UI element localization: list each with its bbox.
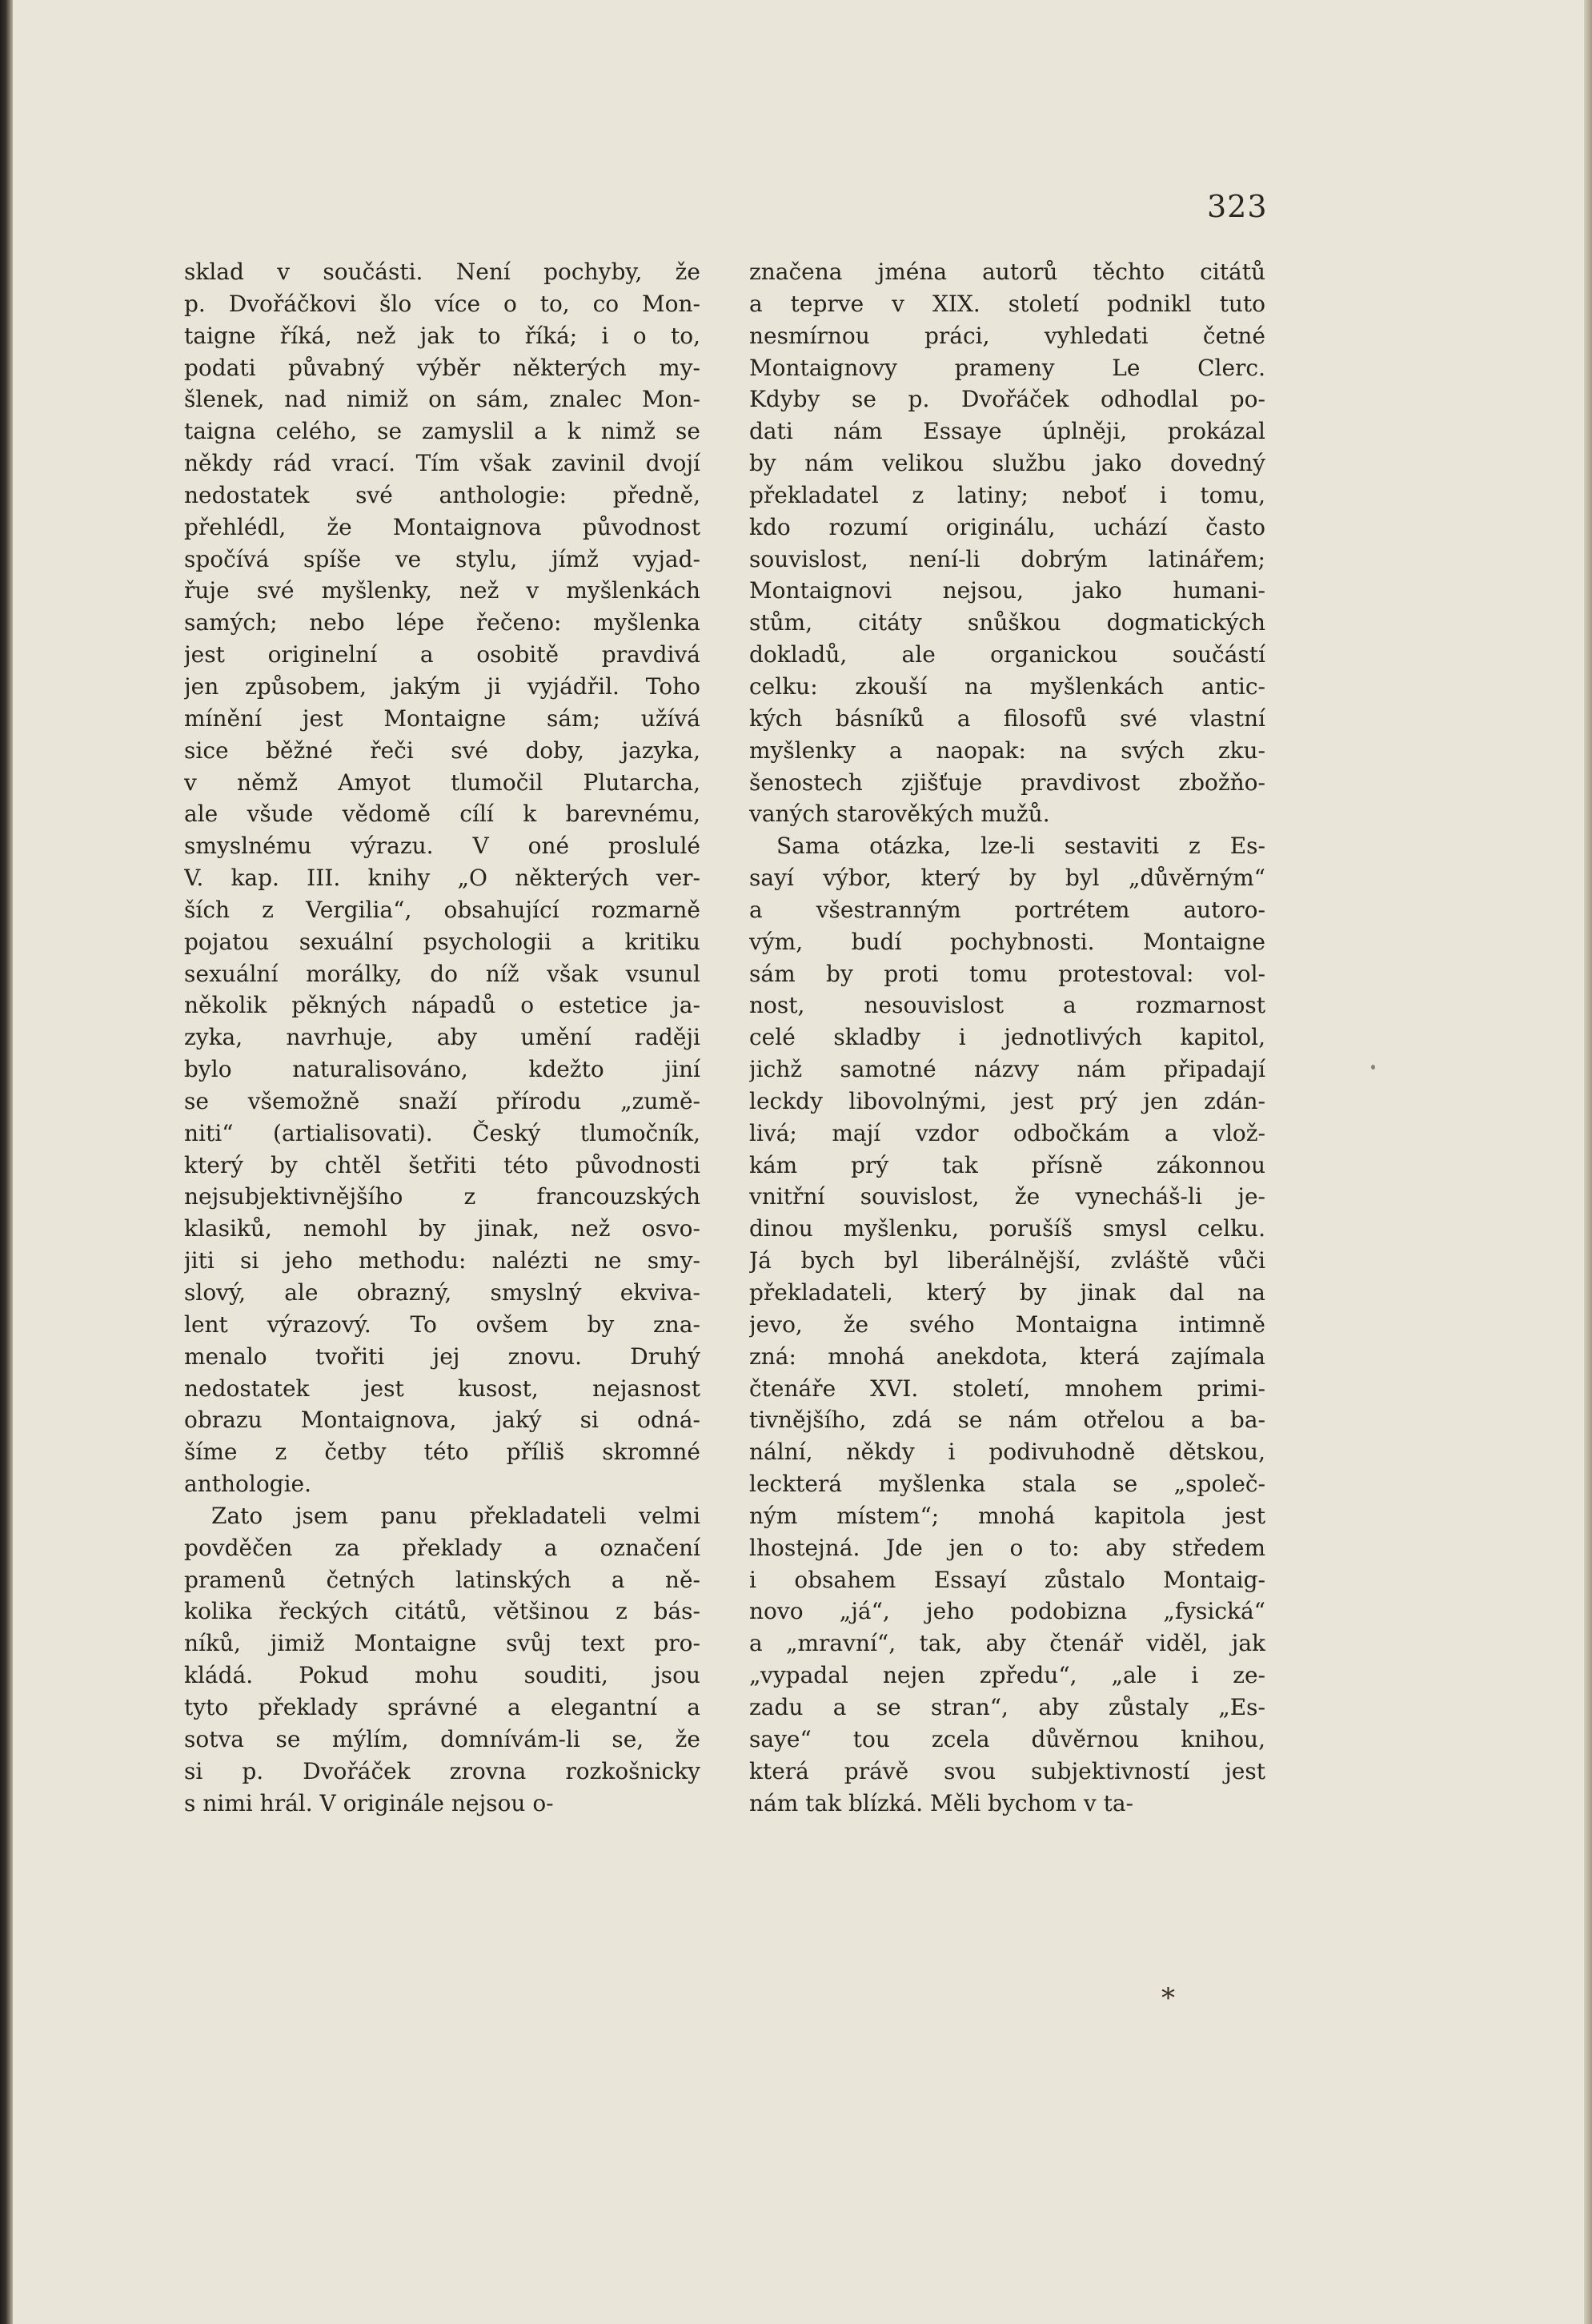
text-line: řuje své myšlenky, než v myšlenkách	[184, 577, 700, 604]
text-line: nejsubjektivnějšího z francouzských	[184, 1183, 700, 1210]
text-line: čtenáře XVI. století, mnohem primi-	[749, 1375, 1265, 1402]
text-line: dati nám Essaye úplněji, prokázal	[749, 418, 1265, 445]
right-column	[749, 256, 1265, 1819]
text-line: slový, ale obrazný, smyslný ekviva-	[184, 1279, 700, 1306]
text-line: Kdyby se p. Dvořáček odhodlal po-	[749, 386, 1265, 413]
text-line: níků, jimiž Montaigne svůj text pro-	[184, 1630, 700, 1657]
text-line: lent výrazový. To ovšem by zna-	[184, 1311, 700, 1338]
text-line: která právě svou subjektivností jest	[749, 1757, 1265, 1784]
text-line: se všemožně snaží přírodu „zumě-	[184, 1087, 700, 1114]
text-line: jen způsobem, jakým ji vyjádřil. Toho	[184, 672, 700, 700]
text-line: ších z Vergilia“, obsahující rozmarně	[184, 896, 700, 923]
text-line: šenostech zjišťuje pravdivost zbožňo-	[749, 769, 1265, 796]
text-line: a všestranným portrétem autoro-	[749, 896, 1265, 923]
text-line: Sama otázka, lze-li sestaviti z Es-	[776, 833, 1265, 860]
text-line: niti“ (artialisovati). Český tlumočník,	[184, 1119, 700, 1146]
text-line: povděčen za překlady a označení	[184, 1534, 700, 1561]
text-line: nedostatek své anthologie: předně,	[184, 481, 700, 508]
text-line: překladatel z latiny; neboť i tomu,	[749, 481, 1265, 508]
paper-speck	[1371, 1065, 1375, 1070]
text-line: kých básníků a filosofů své vlastní	[749, 704, 1265, 732]
page-number: 323	[1207, 189, 1268, 224]
text-line: podati půvabný výběr některých my-	[184, 354, 700, 381]
text-line: leckdy libovolnými, jest prý jen zdán-	[749, 1087, 1265, 1114]
text-line: si p. Dvořáček zrovna rozkošnicky	[184, 1757, 700, 1784]
text-line: nální, někdy i podivuhodně dětskou,	[749, 1439, 1265, 1466]
page-edge	[1584, 0, 1592, 2324]
text-line: kdo rozumí originálu, uchází často	[749, 513, 1265, 540]
text-line: a teprve v XIX. století podnikl tuto	[749, 290, 1265, 317]
text-line: livá; mají vzdor odbočkám a vlož-	[749, 1119, 1265, 1146]
text-line: klasiků, nemohl by jinak, než osvo-	[184, 1215, 700, 1242]
text-line: celé skladby i jednotlivých kapitol,	[749, 1024, 1265, 1051]
binding-edge	[0, 0, 13, 2324]
text-line: lhostejná. Jde jen o to: aby středem	[749, 1534, 1265, 1561]
text-line: novo „já“, jeho podobizna „fysická“	[749, 1598, 1265, 1625]
text-line: sklad v součásti. Není pochyby, že	[184, 259, 700, 285]
text-line: šíme z četby této příliš skromné	[184, 1439, 700, 1466]
text-line: nedostatek jest kusost, nejasnost	[184, 1375, 700, 1402]
text-line: sám by proti tomu protestoval: vol-	[749, 960, 1265, 987]
text-line: menalo tvořiti jej znovu. Druhý	[184, 1343, 700, 1370]
ornament-asterisk: *	[1161, 1982, 1175, 2014]
text-line: saye“ tou zcela důvěrnou knihou,	[749, 1725, 1265, 1752]
text-line: sotva se mýlím, domnívám-li se, že	[184, 1725, 700, 1752]
text-line: pojatou sexuální psychologii a kritiku	[184, 928, 700, 955]
text-line: „vypadal nejen zpředu“, „ale i ze-	[749, 1662, 1265, 1689]
text-line: zná: mnohá anekdota, která zajímala	[749, 1343, 1265, 1370]
text-line: Montaignovi nejsou, jako humani-	[749, 577, 1265, 604]
text-line: přehlédl, že Montaignova původnost	[184, 513, 700, 540]
text-line: by nám velikou službu jako dovedný	[749, 450, 1265, 477]
text-line: dokladů, ale organickou součástí	[749, 641, 1265, 668]
text-line: vnitřní souvislost, že vynecháš-li je-	[749, 1183, 1265, 1210]
text-line: celku: zkouší na myšlenkách antic-	[749, 672, 1265, 700]
text-line: bylo naturalisováno, kdežto jiní	[184, 1056, 700, 1083]
text-line: nost, nesouvislost a rozmarnost	[749, 992, 1265, 1019]
text-line: kládá. Pokud mohu souditi, jsou	[184, 1662, 700, 1689]
text-line: kolika řeckých citátů, většinou z bás-	[184, 1598, 700, 1625]
text-line: šlenek, nad nimiž on sám, znalec Mon-	[184, 386, 700, 413]
text-line: taigne říká, než jak to říká; i o to,	[184, 322, 700, 349]
text-line: zadu a se stran“, aby zůstaly „Es-	[749, 1693, 1265, 1720]
text-line: vaných starověkých mužů.	[749, 801, 1050, 828]
text-line: smyslnému výrazu. V oné proslulé	[184, 833, 700, 860]
text-line: překladateli, který by jinak dal na	[749, 1279, 1265, 1306]
text-line: myšlenky a naopak: na svých zku-	[749, 737, 1265, 764]
text-line: i obsahem Essayí zůstalo Montaig-	[749, 1566, 1265, 1593]
text-line: ným místem“; mnohá kapitola jest	[749, 1502, 1265, 1529]
text-line: pramenů četných latinských a ně-	[184, 1566, 700, 1593]
text-line: dinou myšlenku, porušíš smysl celku.	[749, 1215, 1265, 1242]
text-line: V. kap. III. knihy „O některých ver-	[184, 865, 700, 892]
text-line: taigna celého, se zamyslil a k nimž se	[184, 418, 700, 445]
text-line: nesmírnou práci, vyhledati četné	[749, 322, 1265, 349]
left-column	[184, 256, 700, 1819]
text-line: spočívá spíše ve stylu, jímž vyjad-	[184, 545, 700, 572]
text-line: jevo, že svého Montaigna intimně	[749, 1311, 1265, 1338]
text-line: Montaignovy prameny Le Clerc.	[749, 354, 1265, 381]
text-line: obrazu Montaignova, jaký si odná-	[184, 1407, 700, 1434]
text-line: sice běžné řeči své doby, jazyka,	[184, 737, 700, 764]
text-line: několik pěkných nápadů o estetice ja-	[184, 992, 700, 1019]
text-line: anthologie.	[184, 1471, 312, 1498]
text-line: v němž Amyot tlumočil Plutarcha,	[184, 769, 700, 796]
text-line: jest originelní a osobitě pravdivá	[184, 641, 700, 668]
text-line: mínění jest Montaigne sám; užívá	[184, 704, 700, 732]
text-line: souvislost, není-li dobrým latinářem;	[749, 545, 1265, 572]
text-line: sexuální morálky, do níž však vsunul	[184, 960, 700, 987]
text-line: tivnějšího, zdá se nám otřelou a ba-	[749, 1407, 1265, 1434]
text-line: který by chtěl šetřiti této původnosti	[184, 1151, 700, 1178]
text-line: značena jména autorů těchto citátů	[749, 259, 1265, 285]
text-line: jiti si jeho methodu: nalézti ne smy-	[184, 1247, 700, 1274]
text-line: Zato jsem panu překladateli velmi	[211, 1502, 700, 1529]
text-line: p. Dvořáčkovi šlo více o to, co Mon-	[184, 290, 700, 317]
text-line: kám prý tak přísně zákonnou	[749, 1151, 1265, 1178]
text-line: Já bych byl liberálnější, zvláště vůči	[749, 1247, 1265, 1274]
text-line: samých; nebo lépe řečeno: myšlenka	[184, 609, 700, 636]
text-line: tyto překlady správné a elegantní a	[184, 1693, 700, 1720]
text-line: vým, budí pochybnosti. Montaigne	[749, 928, 1265, 955]
text-line: zyka, navrhuje, aby umění raději	[184, 1024, 700, 1051]
text-line: někdy rád vrací. Tím však zavinil dvojí	[184, 450, 700, 477]
text-line: ale všude vědomě cílí k barevnému,	[184, 801, 700, 828]
text-line: stům, citáty snůškou dogmatických	[749, 609, 1265, 636]
text-line: s nimi hrál. V originále nejsou o-	[184, 1789, 554, 1816]
text-line: a „mravní“, tak, aby čtenář viděl, jak	[749, 1630, 1265, 1657]
text-line: jichž samotné názvy nám připadají	[749, 1056, 1265, 1083]
text-line: nám tak blízká. Měli bychom v ta-	[749, 1789, 1133, 1816]
text-line: sayí výbor, který by byl „důvěrným“	[749, 865, 1265, 892]
text-line: leckterá myšlenka stala se „společ-	[749, 1471, 1265, 1498]
